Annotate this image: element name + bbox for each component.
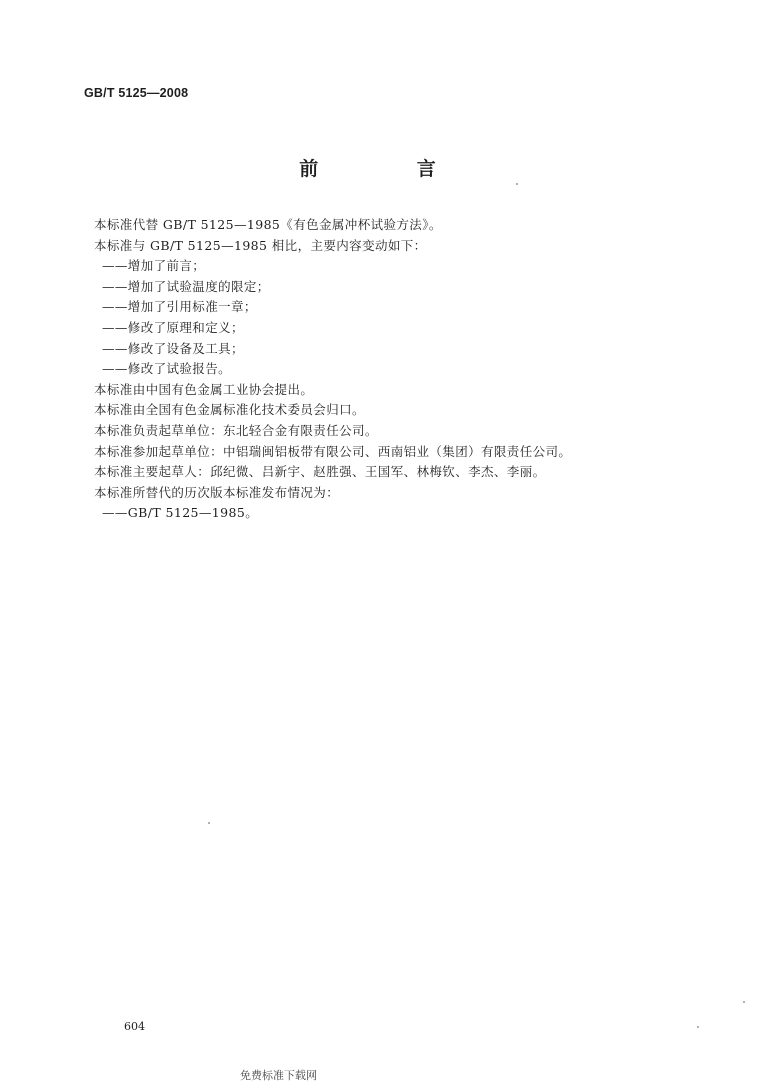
body-line-lead-drafter: 本标准负责起草单位：东北轻合金有限责任公司。: [94, 422, 378, 438]
change-item: ——修改了设备及工具；: [102, 340, 244, 356]
body-line-history-intro: 本标准所替代的历次版本标准发布情况为：: [94, 484, 340, 500]
body-line-main-drafters: 本标准主要起草人：邱纪微、吕新宇、赵胜强、王国军、林梅钦、李杰、李丽。: [94, 464, 546, 480]
footer-watermark-text: 免费标准下载网: [240, 1069, 317, 1082]
change-item: ——修改了原理和定义；: [102, 319, 244, 335]
change-item: ——增加了引用标准一章；: [102, 299, 257, 315]
body-line-proposed-by: 本标准由中国有色金属工业协会提出。: [94, 381, 314, 397]
page-number: 604: [124, 1020, 145, 1033]
change-item: ——修改了试验报告。: [102, 361, 232, 377]
scan-speck: [516, 183, 518, 185]
scan-speck: [743, 1001, 745, 1003]
standard-code-header: GB/T 5125—2008: [84, 86, 189, 100]
history-item: ——GB/T 5125—1985。: [102, 505, 259, 521]
preface-title: 前 言: [299, 158, 482, 180]
change-item: ——增加了前言；: [102, 258, 206, 274]
scan-speck: [697, 1026, 699, 1028]
body-line-centralized-by: 本标准由全国有色金属标准化技术委员会归口。: [94, 402, 365, 418]
body-line-replaces: 本标准代替 GB/T 5125—1985《有色金属冲杯试验方法》。: [94, 217, 442, 232]
body-line-changes-intro: 本标准与 GB/T 5125—1985 相比，主要内容变动如下：: [94, 237, 427, 253]
body-line-participating-drafters: 本标准参加起草单位：中铝瑞闽铝板带有限公司、西南铝业（集团）有限责任公司。: [94, 443, 572, 459]
change-item: ——增加了试验温度的限定；: [102, 278, 270, 294]
preface-body: [94, 215, 714, 524]
scan-speck: [208, 822, 210, 824]
